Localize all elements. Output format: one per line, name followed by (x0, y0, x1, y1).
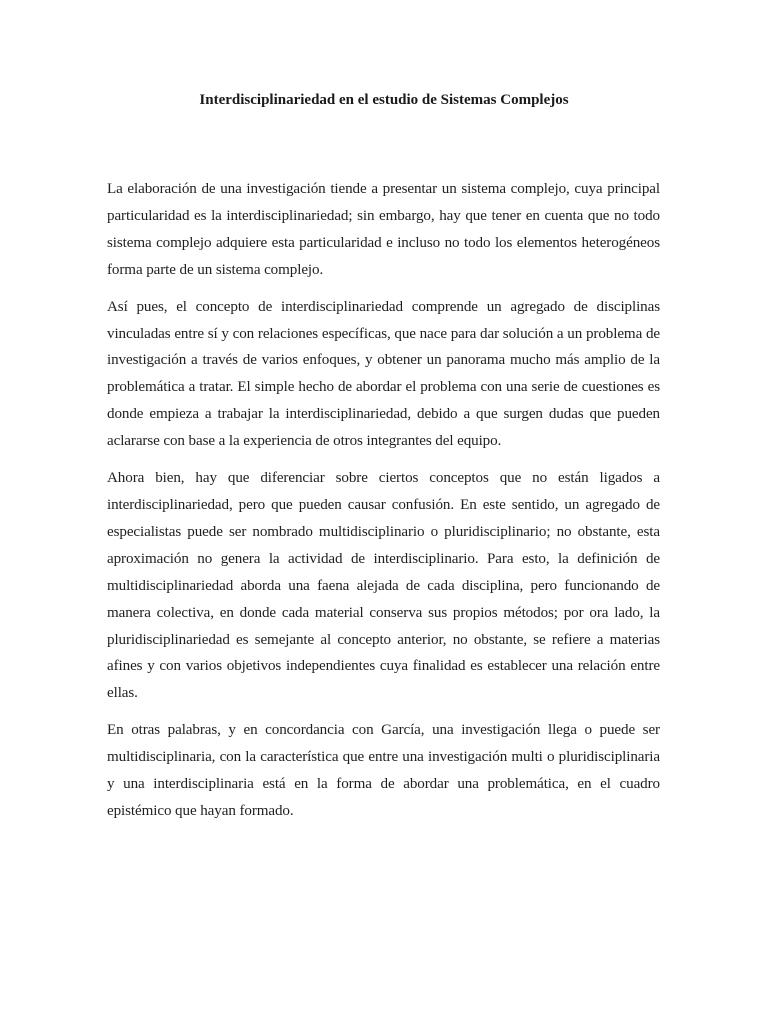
paragraph-3: Ahora bien, hay que diferenciar sobre ciertos conceptos que no están ligados a interdisciplinariedad, pero que pueden causar confusión. En este sentido, un agregado de especialistas puede ser nombrado multidisciplinario o pluridisciplinario; no obstante, esta aproximación no genera la actividad de interdisciplinario. Para esto, la definición de multidisciplinariedad aborda una faena alejada de cada disciplina, pero funcionando de manera colectiva, en donde cada material conserva sus propios métodos; por ora lado, la pluridisciplinariedad es semejante al concepto anterior, no obstante, se refiere a materias afines y con varios objetivos independientes cuya finalidad es establecer una relación entre ellas. (107, 470, 660, 702)
paragraph-4: En otras palabras, y en concordancia con García, una investigación llega o puede ser multidisciplinaria, con la característica que entre una investigación multi o pluridisciplinaria y una interdisciplinaria está en la forma de abordar una problemática, en el cuadro epistémico que hayan formado. (107, 722, 660, 819)
document-body (107, 176, 660, 835)
paragraph-2: Así pues, el concepto de interdisciplinariedad comprende un agregado de disciplinas vinculadas entre sí y con relaciones específicas, que nace para dar solución a un problema de investigación a través de varios enfoques, y obtener un panorama mucho más amplio de la problemática a tratar. El simple hecho de abordar el problema con una serie de cuestiones es donde empieza a trabajar la interdisciplinariedad, debido a que surgen dudas que pueden aclararse con base a la experiencia de otros integrantes del equipo. (107, 298, 660, 450)
document-title: Interdisciplinariedad en el estudio de Sistemas Complejos (199, 92, 569, 108)
paragraph-1: La elaboración de una investigación tiende a presentar un sistema complejo, cuya principal particularidad es la interdisciplinariedad; sin embargo, hay que tener en cuenta que no todo sistema complejo adquiere esta particularidad e incluso no todo los elementos heterogéneos forma parte de un sistema complejo. (107, 181, 660, 278)
